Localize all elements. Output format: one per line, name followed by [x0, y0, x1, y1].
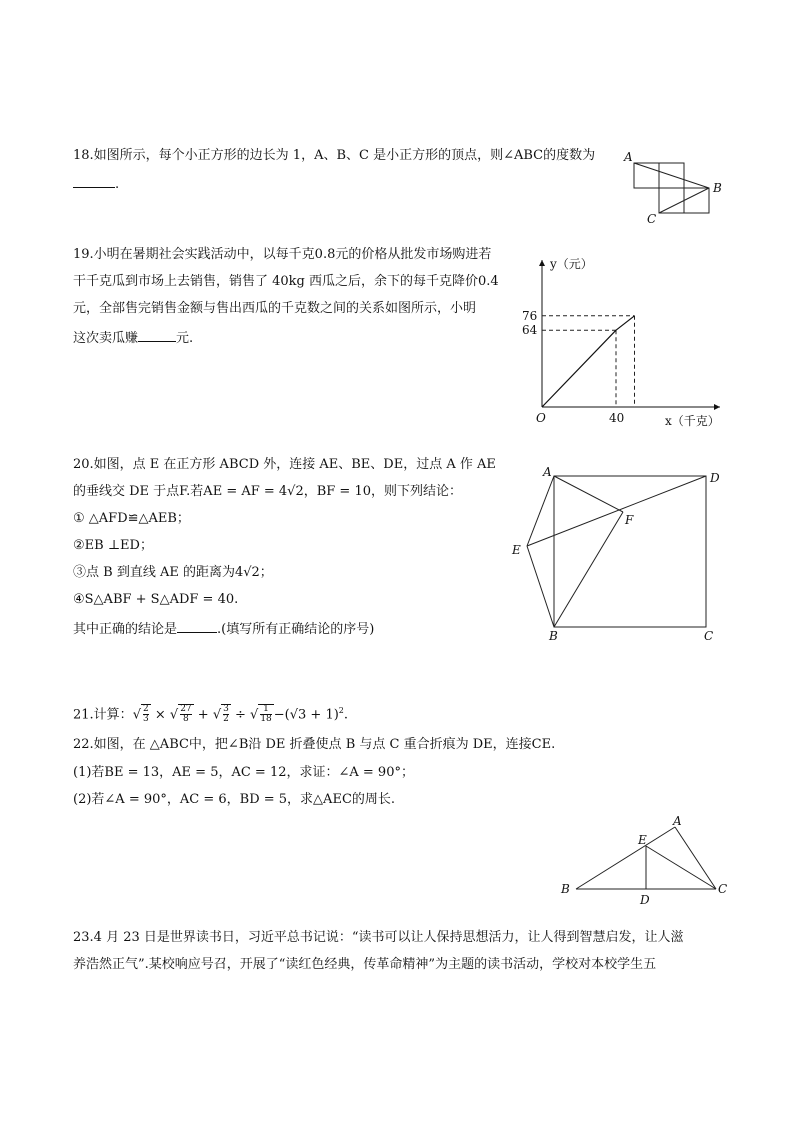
q18-period: . — [115, 177, 120, 192]
q19-line4 — [73, 327, 193, 349]
q20-label-D: D — [710, 471, 720, 485]
q19-chart — [520, 250, 730, 435]
q22-label-E: E — [638, 833, 647, 847]
q20-conclusion-2: ②EB ⊥ED； — [73, 538, 153, 553]
q21-c-num: 3 — [223, 704, 229, 715]
q19-line3: 元，全部售完销售金额与售出西瓜的千克数之间的关系如图所示，小明 — [73, 301, 477, 316]
q22-part2: (2)若∠A = 90°，AC = 6，BD = 5，求△AEC的周长. — [73, 792, 396, 807]
q19-xtick-40: 40 — [609, 411, 625, 425]
q21-b-num: 27 — [180, 704, 192, 715]
q19-ylabel: y（元） — [550, 257, 593, 271]
q22-part1: (1)若BE = 13，AE = 5，AC = 12，求证：∠A = 90°； — [73, 765, 414, 780]
q21-expression: 21.计算：√ $\frac{2}{3}$ × √ $\frac{27}{8}$ + √ $\frac{3}{2}$ ÷ √ $\frac{1}{18}$ $-(√3 + 1)^2$. — [73, 704, 349, 725]
q20-question — [73, 618, 374, 640]
q21-op4: −(√3 + 1) — [273, 707, 339, 723]
q22-figure — [556, 812, 736, 907]
q20-square-ABCD — [554, 476, 706, 627]
q20-conclusion-1: ① △AFD≌△AEB； — [73, 511, 190, 526]
q21-c-den: 2 — [223, 714, 229, 725]
q18-label-A: A — [624, 150, 633, 164]
q21-b-den: 8 — [183, 714, 189, 725]
q18-answer-blank[interactable] — [73, 173, 115, 188]
q21-d-num: 1 — [260, 705, 271, 715]
q23-line2: 养浩然正气”.某校响应号召，开展了“读红色经典，传革命精神”为主题的读书活动，学校对本校学生五 — [73, 957, 657, 972]
q20-figure — [505, 462, 735, 647]
q18-segment-AB — [634, 163, 709, 188]
q21-op3: ÷ — [234, 707, 246, 723]
q18-figure — [622, 148, 732, 228]
q20-segment-AE — [527, 476, 554, 546]
q18-answer-line — [73, 173, 119, 195]
q19-prefix: 这次卖瓜赚 — [73, 331, 139, 346]
q22-label-C: C — [718, 882, 728, 896]
q18-label-B: B — [713, 181, 722, 195]
q21-op2: + — [197, 707, 209, 723]
q22-line1: 22.如图，在 △ABC中，把∠B沿 DE 折叠使点 B 与点 C 重合折痕为 DE，连接CE. — [73, 737, 556, 752]
q20-conclusion-3: ③点 B 到直线 AE 的距离为4√2； — [73, 565, 273, 580]
q20-label-E: E — [512, 543, 521, 557]
q19-suffix: 元. — [176, 331, 194, 346]
q19-segment-first — [542, 330, 616, 407]
q22-label-A: A — [673, 814, 682, 828]
q22-label-D: D — [640, 893, 650, 907]
q20-ask-prefix: 其中正确的结论是 — [73, 622, 178, 637]
q21-d-den: 18 — [260, 714, 272, 725]
q20-answer-blank[interactable] — [177, 618, 217, 633]
q20-conclusion-4: ④S△ABF + S△ADF = 40. — [73, 592, 239, 607]
q19-segment-second — [616, 316, 635, 330]
q19-answer-blank[interactable] — [138, 327, 176, 342]
q20-label-B: B — [549, 629, 558, 643]
q22-segment-AC — [675, 827, 716, 889]
q20-ask-suffix: .(填写所有正确结论的序号) — [217, 622, 375, 637]
q18-text: 18.如图所示，每个小正方形的边长为 1，A、B、C 是小正方形的顶点，则∠ABC的度数为 — [73, 148, 596, 163]
q20-segment-BF — [554, 512, 623, 627]
q22-label-B: B — [561, 882, 570, 896]
q19-line2: 干千克瓜到市场上去销售，销售了 40kg 西瓜之后，余下的每千克降价0.4 — [73, 274, 499, 289]
q21-label: 21.计算： — [73, 707, 133, 723]
q20-segment-AF — [554, 476, 623, 512]
q19-line1: 19.小明在暑期社会实践活动中，以每千克0.8元的价格从批发市场购进若 — [73, 247, 492, 262]
q21-op1: × — [154, 707, 166, 723]
q21-a-den: 3 — [142, 714, 149, 725]
q23-line1: 23.4 月 23 日是世界读书日，习近平总书记说：“读书可以让人保持思想活力，让人得到智慧启发，让人滋 — [73, 930, 684, 945]
q21-end: . — [343, 707, 349, 723]
q20-label-A: A — [543, 465, 552, 479]
q19-xlabel: x（千克） — [665, 414, 720, 428]
q20-line1: 20.如图，点 E 在正方形 ABCD 外，连接 AE、BE、DE，过点 A 作 AE — [73, 457, 496, 472]
q20-line2: 的垂线交 DE 于点F.若AE = AF = 4√2，BF = 10，则下列结论： — [73, 484, 463, 499]
q19-ytick-76: 76 — [522, 308, 538, 323]
q22-segment-EC — [646, 846, 716, 889]
q19-origin-label: O — [536, 411, 546, 425]
q20-label-F: F — [625, 513, 634, 527]
q18-label-C: C — [647, 212, 657, 226]
q21-a-num: 2 — [142, 704, 149, 715]
q20-label-C: C — [704, 629, 714, 643]
q21-exponent: 2 — [338, 706, 344, 715]
q20-segment-EB — [527, 546, 554, 627]
q22-segment-BA — [576, 827, 675, 889]
q19-ytick-64: 64 — [522, 323, 538, 338]
